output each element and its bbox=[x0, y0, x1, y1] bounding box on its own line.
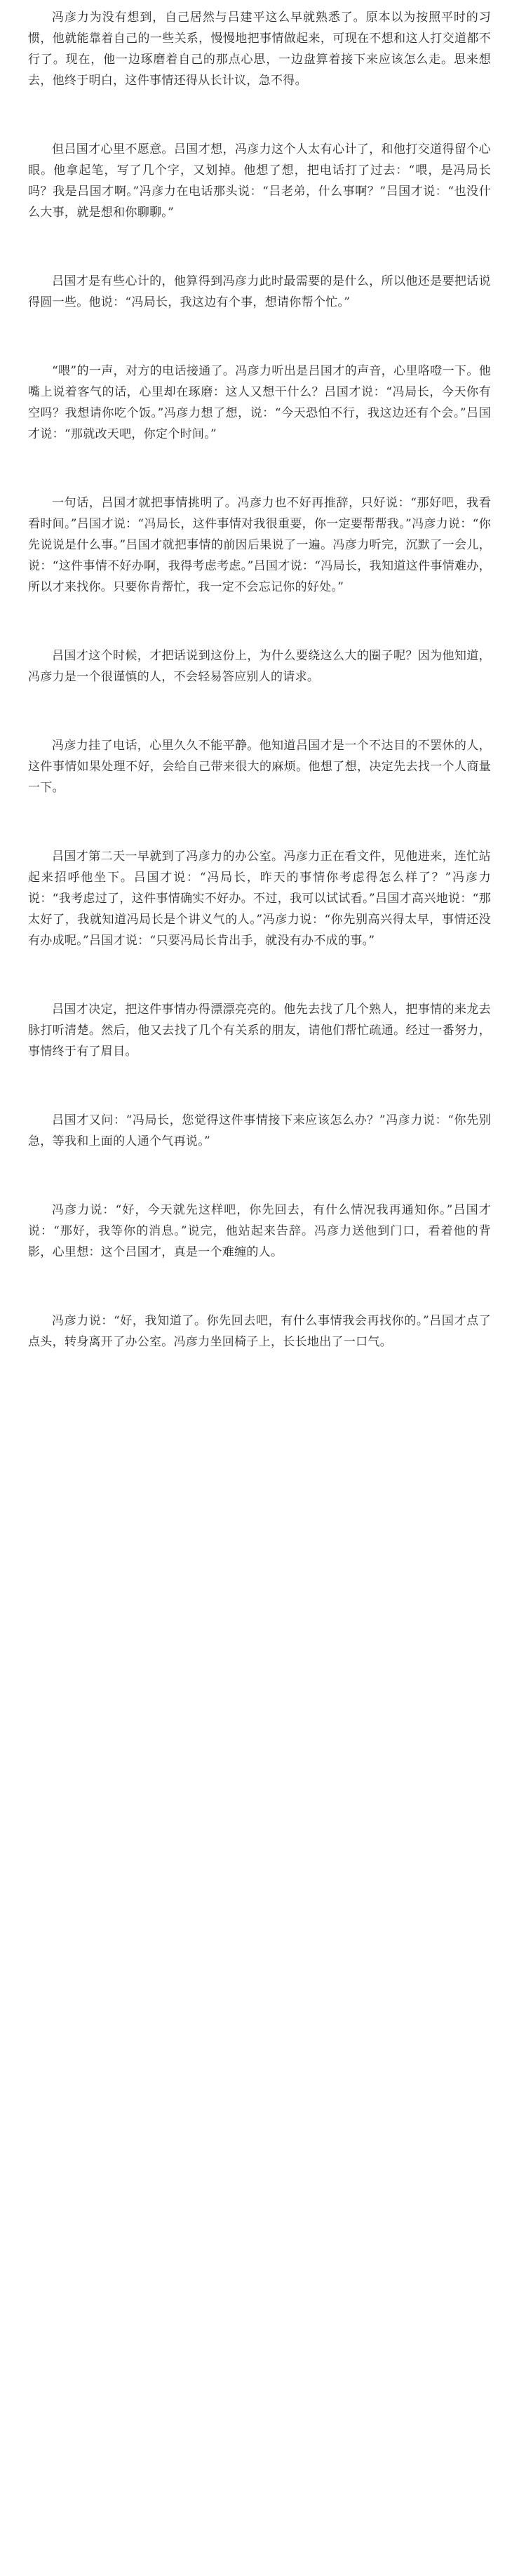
paragraph-4: “喂”的一声，对方的电话接通了。冯彦力听出是吕国才的声音，心里咯噔一下。他嘴上说着客气的话，心里却在琢磨：这人又想干什么？吕国才说：“冯局长，今天你有空吗？我想请你吃个饭。”冯彦力想了想，说：“今天恐怕不行，我这边还有个会。”吕国才说：“那就改天吧，你定个时间。” bbox=[28, 364, 491, 441]
paragraph-8: 吕国才第二天一早就到了冯彦力的办公室。冯彦力正在看文件，见他进来，连忙站起来招呼他坐下。吕国才说：“冯局长，昨天的事情你考虑得怎么样了？”冯彦力说：“我考虑过了，这件事情确实不好办。不过，我可以试试看。”吕国才高兴地说：“那太好了，我就知道冯局长是个讲义气的人。”冯彦力说：“你先别高兴得太早，事情还没有办成呢。”吕国才说：“只要冯局长肯出手，就没有办不成的事。” bbox=[28, 850, 491, 948]
paragraph-11: 冯彦力说：“好，今天就先这样吧，你先回去，有什么情况我再通知你。”吕国才说：“那好，我等你的消息。”说完，他站起来告辞。冯彦力送他到门口，看着他的背影，心里想：这个吕国才，真是一个难缠的人。 bbox=[28, 1203, 491, 1259]
paragraph-3: 吕国才是有些心计的，他算得到冯彦力此时最需要的是什么，所以他还是要把话说得圆一些。他说：“冯局长，我这边有个事，想请你帮个忙。” bbox=[28, 274, 491, 309]
paragraph-1: 冯彦力为没有想到，自己居然与吕建平这么早就熟悉了。原本以为按照平时的习惯，他就能靠着自己的一些关系，慢慢地把事情做起来，可现在不想和这人打交道都不行了。现在，他一边琢磨着自己的那点心思，一边盘算着接下来应该怎么走。思来想去，他终于明白，这件事情还得从长计议，急不得。 bbox=[28, 11, 491, 88]
paragraph-7: 冯彦力挂了电话，心里久久不能平静。他知道吕国才是一个不达目的不罢休的人，这件事情如果处理不好，会给自己带来很大的麻烦。他想了想，决定先去找一个人商量一下。 bbox=[28, 739, 491, 795]
paragraph-10: 吕国才又问：“冯局长，您觉得这件事情接下来应该怎么办？”冯彦力说：“你先别急，等我和上面的人通个气再说。” bbox=[28, 1113, 491, 1148]
paragraph-2: 但吕国才心里不愿意。吕国才想，冯彦力这个人太有心计了，和他打交道得留个心眼。他拿起笔，写了几个字，又划掉。他想了想，把电话打了过去：“喂，是冯局长吗？我是吕国才啊。”冯彦力在电话那头说：“吕老弟，什么事啊？”吕国才说：“也没什么大事，就是想和你聊聊。” bbox=[28, 142, 491, 220]
paragraph-6: 吕国才这个时候，才把话说到这份上，为什么要绕这么大的圈子呢？因为他知道，冯彦力是一个很谨慎的人，不会轻易答应别人的请求。 bbox=[28, 649, 491, 684]
article-body bbox=[28, 7, 491, 2568]
paragraph-9: 吕国才决定，把这件事情办得漂漂亮亮的。他先去找了几个熟人，把事情的来龙去脉打听清楚。然后，他又去找了几个有关系的朋友，请他们帮忙疏通。经过一番努力，事情终于有了眉目。 bbox=[28, 1002, 491, 1059]
paragraph-12: 冯彦力说：“好，我知道了。你先回去吧，有什么事情我会再找你的。”吕国才点了点头，转身离开了办公室。冯彦力坐回椅子上，长长地出了一口气。 bbox=[28, 1314, 491, 1349]
paragraph-5: 一句话，吕国才就把事情挑明了。冯彦力也不好再推辞，只好说：“那好吧，我看看时间。”吕国才说：“冯局长，这件事情对我很重要，你一定要帮帮我。”冯彦力说：“你先说说是什么事。”吕国才就把事情的前因后果说了一遍。冯彦力听完，沉默了一会儿，说：“这件事情不好办啊，我得考虑考虑。”吕国才说：“冯局长，我知道这件事情难办，所以才来找你。只要你肯帮忙，我一定不会忘记你的好处。” bbox=[28, 496, 491, 594]
